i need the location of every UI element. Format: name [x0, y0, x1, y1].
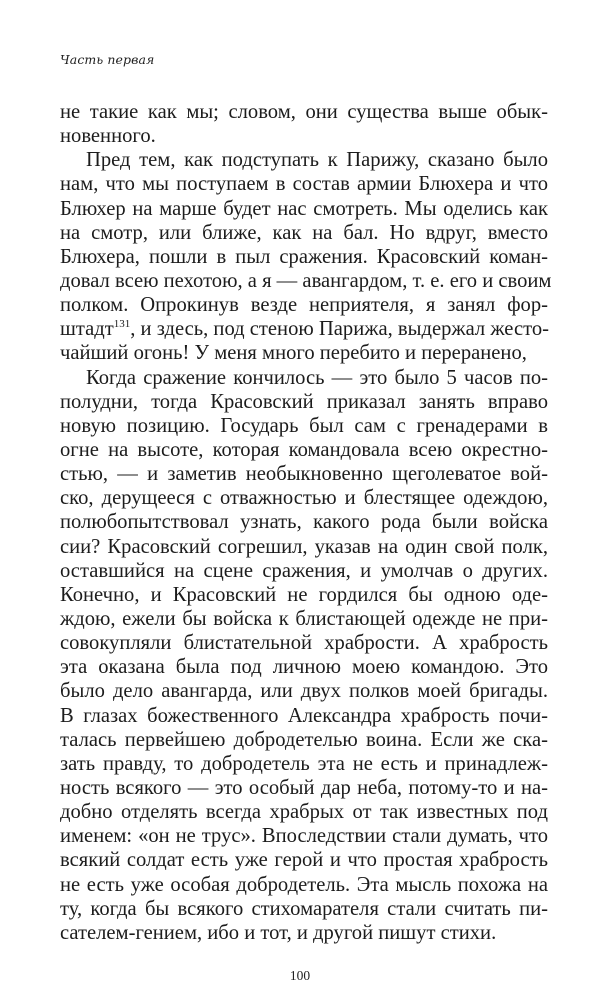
text-line: довал всею пехотою, а я — авангардом, т. е. его и своим [60, 269, 552, 292]
text-line: Когда сражение кончилось — это было 5 часов по- [86, 366, 548, 389]
text-line: В глазах божественного Александра храбрость почи- [60, 704, 548, 727]
text-line: талась первейшею добродетелью воина. Если же ска- [60, 728, 548, 751]
text-line: полудни, тогда Красовский приказал занять вправо [60, 390, 548, 413]
text-line: ждою, ежели бы войска к блистающей одежде не при- [60, 607, 548, 630]
text-line: именем: «он не трус». Впоследствии стали думать, что [60, 825, 548, 848]
text-line: нам, что мы поступаем в состав армии Блюхера и что [60, 173, 548, 196]
text-line: ско, дерущееся с отважностью и блестящее одеждою, [60, 487, 548, 510]
text-line: новую позицию. Государь был сам с гренадерами в [60, 414, 548, 437]
text-line: ность всякого — это особый дар неба, потому-то и на- [60, 776, 548, 799]
text-line: сателем-гением, ибо и тот, и другой пишут стихи. [60, 921, 497, 944]
text-line: оставшийся на сцене сражения, и умолчав о других. [60, 559, 548, 582]
text-line: на смотр, или ближе, как на бал. Но вдруг, вместо [60, 221, 548, 244]
paragraph [60, 148, 552, 365]
text-line: огне на высоте, которая командовала всею окрестно- [60, 438, 548, 461]
paragraph [60, 100, 548, 148]
text-line: не есть уже особая добродетель. Эта мысль похожа на [60, 873, 548, 896]
text-fragment: штадт [60, 318, 114, 341]
running-head: Часть первая [60, 52, 155, 67]
footnote-reference[interactable]: 131 [113, 318, 131, 331]
text-line: совокупляли блистательной храбрости. А храбрость [60, 632, 548, 655]
body-text [60, 100, 552, 945]
text-line: чайший огонь! У меня много перебито и переранено, [60, 342, 527, 365]
text-line: зать правду, то добродетель эта не есть и принадлеж- [60, 752, 548, 775]
text-line: всякий солдат есть уже герой и что простая храбрость [60, 849, 548, 872]
text-line: не такие как мы; словом, они существа выше обык- [60, 101, 548, 123]
paragraph [60, 366, 548, 945]
text-line: полком. Опрокинув везде неприятеля, я занял фор- [60, 294, 548, 317]
text-line-with-footnote [60, 317, 548, 341]
text-line: новенного. [60, 125, 156, 148]
text-line: полюбопытствовал узнать, какого рода были войска [60, 511, 548, 534]
text-line: Конечно, и Красовский не гордился бы одною оде- [60, 583, 548, 606]
text-line: ту, когда бы всякого стихомарателя стали считать пи- [60, 897, 548, 920]
text-line: стью, — и заметив необыкновенно щеголеватое вой- [60, 463, 548, 486]
text-line: Пред тем, как подступать к Парижу, сказано было [86, 149, 548, 172]
text-line: было дело авангарда, или двух полков моей бригады. [60, 680, 548, 703]
text-line: сии? Красовский согрешил, указав на один свой полк, [60, 535, 548, 558]
text-line: Блюхер на марше будет нас смотреть. Мы оделись как [60, 197, 548, 220]
text-fragment: , и здесь, под стеною Парижа, выдержал жесто- [130, 318, 549, 341]
text-line: Блюхера, пошли в пыл сражения. Красовский коман- [60, 245, 548, 268]
page-number: 100 [289, 968, 311, 983]
text-line: эта оказана была под личною моею командою. Это [60, 656, 548, 679]
text-line: добно отделять всегда храбрых от так известных под [60, 801, 548, 824]
